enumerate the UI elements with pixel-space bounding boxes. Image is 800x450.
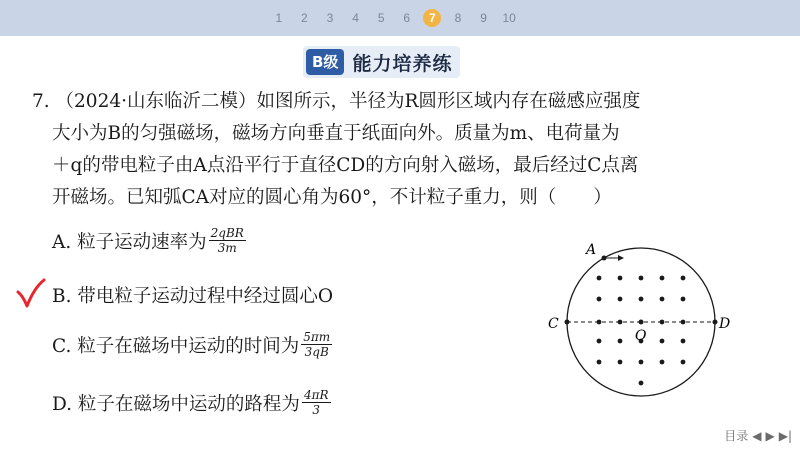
page-4[interactable]: 4 — [352, 11, 359, 25]
next-button[interactable]: ▶ — [765, 428, 775, 443]
field-dot-19 — [681, 360, 686, 365]
option-c-numerator: 5πm — [303, 330, 331, 344]
field-dot-24 — [681, 320, 686, 325]
question-line-2: 大小为B的匀强磁场，磁场方向垂直于纸面向外。质量为m、电荷量为 — [52, 123, 620, 144]
page-3[interactable]: 3 — [326, 11, 334, 25]
page-6[interactable]: 6 — [403, 11, 411, 25]
field-dot-9 — [681, 297, 686, 302]
section-banner — [303, 46, 460, 78]
page-7-label: 7 — [423, 9, 441, 27]
point-o-marker — [639, 320, 644, 325]
level-badge: B级 — [306, 49, 344, 75]
page-9[interactable]: 9 — [480, 11, 487, 25]
point-d-marker — [713, 320, 718, 325]
field-dot-16 — [618, 360, 623, 365]
option-d-numerator: 4πR — [303, 388, 329, 402]
field-dot-18 — [660, 360, 665, 365]
question-line-1: 7. （2024·山东临沂二模）如图所示，半径为R圆形区域内存在磁感应强度 — [32, 91, 641, 112]
velocity-arrow-head-icon — [618, 255, 624, 261]
field-dot-10 — [597, 339, 602, 344]
option-b-text: B. 带电粒子运动过程中经过圆心O — [52, 286, 334, 307]
option-c-fraction — [301, 330, 332, 359]
label-o: O — [635, 328, 647, 344]
page-7-current[interactable] — [420, 9, 446, 27]
field-dot-2 — [639, 276, 644, 281]
field-dot-6 — [618, 297, 623, 302]
top-bar — [0, 0, 800, 36]
answer-checkmark-icon — [14, 278, 48, 312]
menu-button[interactable]: 目录 — [724, 429, 749, 443]
option-a-numerator: 2qBR — [210, 226, 244, 240]
option-d — [52, 388, 331, 417]
option-d-text: D. 粒子在磁场中运动的路程为 — [52, 393, 300, 415]
option-b — [52, 282, 333, 308]
last-button[interactable]: ▶| — [778, 428, 792, 443]
option-d-fraction — [302, 388, 331, 417]
option-c-text: C. 粒子在磁场中运动的时间为 — [52, 335, 300, 357]
field-dot-17 — [639, 360, 644, 365]
option-d-denominator: 3 — [312, 403, 321, 417]
label-c: C — [548, 316, 559, 332]
page-5[interactable]: 5 — [377, 11, 385, 25]
option-c — [52, 330, 332, 359]
option-a — [52, 226, 246, 255]
option-a-denominator: 3m — [217, 241, 237, 255]
option-c-denominator: 3qB — [304, 345, 329, 359]
field-dot-4 — [681, 276, 686, 281]
prev-button[interactable]: ◀ — [752, 428, 762, 443]
field-dot-20 — [639, 381, 644, 386]
question-stem — [32, 86, 782, 214]
magnetic-field-diagram — [540, 236, 760, 416]
field-dot-14 — [681, 339, 686, 344]
label-d: D — [719, 316, 731, 332]
question-line-3: ＋q的带电粒子由A点沿平行于直径CD的方向射入磁场，最后经过C点离 — [52, 155, 639, 176]
field-dot-3 — [660, 276, 665, 281]
page-2[interactable]: 2 — [301, 11, 308, 25]
field-dot-1 — [618, 276, 623, 281]
page-10[interactable]: 10 — [502, 11, 516, 25]
field-dot-13 — [660, 339, 665, 344]
section-title: 能力培养练 — [352, 52, 453, 75]
question-line-4: 开磁场。已知弧CA对应的圆心角为60°，不计粒子重力，则（ ） — [52, 187, 612, 208]
page-navigator — [266, 6, 522, 30]
field-dot-23 — [660, 320, 665, 325]
field-dot-8 — [660, 297, 665, 302]
field-dot-11 — [618, 339, 623, 344]
option-a-text: A. 粒子运动速率为 — [52, 231, 207, 253]
label-a: A — [586, 242, 597, 258]
page-1[interactable]: 1 — [275, 11, 283, 25]
slide-nav — [720, 427, 792, 444]
field-dot-7 — [639, 297, 644, 302]
field-dot-21 — [597, 320, 602, 325]
field-dot-0 — [597, 276, 602, 281]
option-a-fraction — [209, 226, 246, 255]
field-dot-5 — [597, 297, 602, 302]
point-c-marker — [565, 320, 570, 325]
page-8[interactable]: 8 — [454, 11, 462, 25]
field-dot-22 — [618, 320, 623, 325]
field-dot-15 — [597, 360, 602, 365]
